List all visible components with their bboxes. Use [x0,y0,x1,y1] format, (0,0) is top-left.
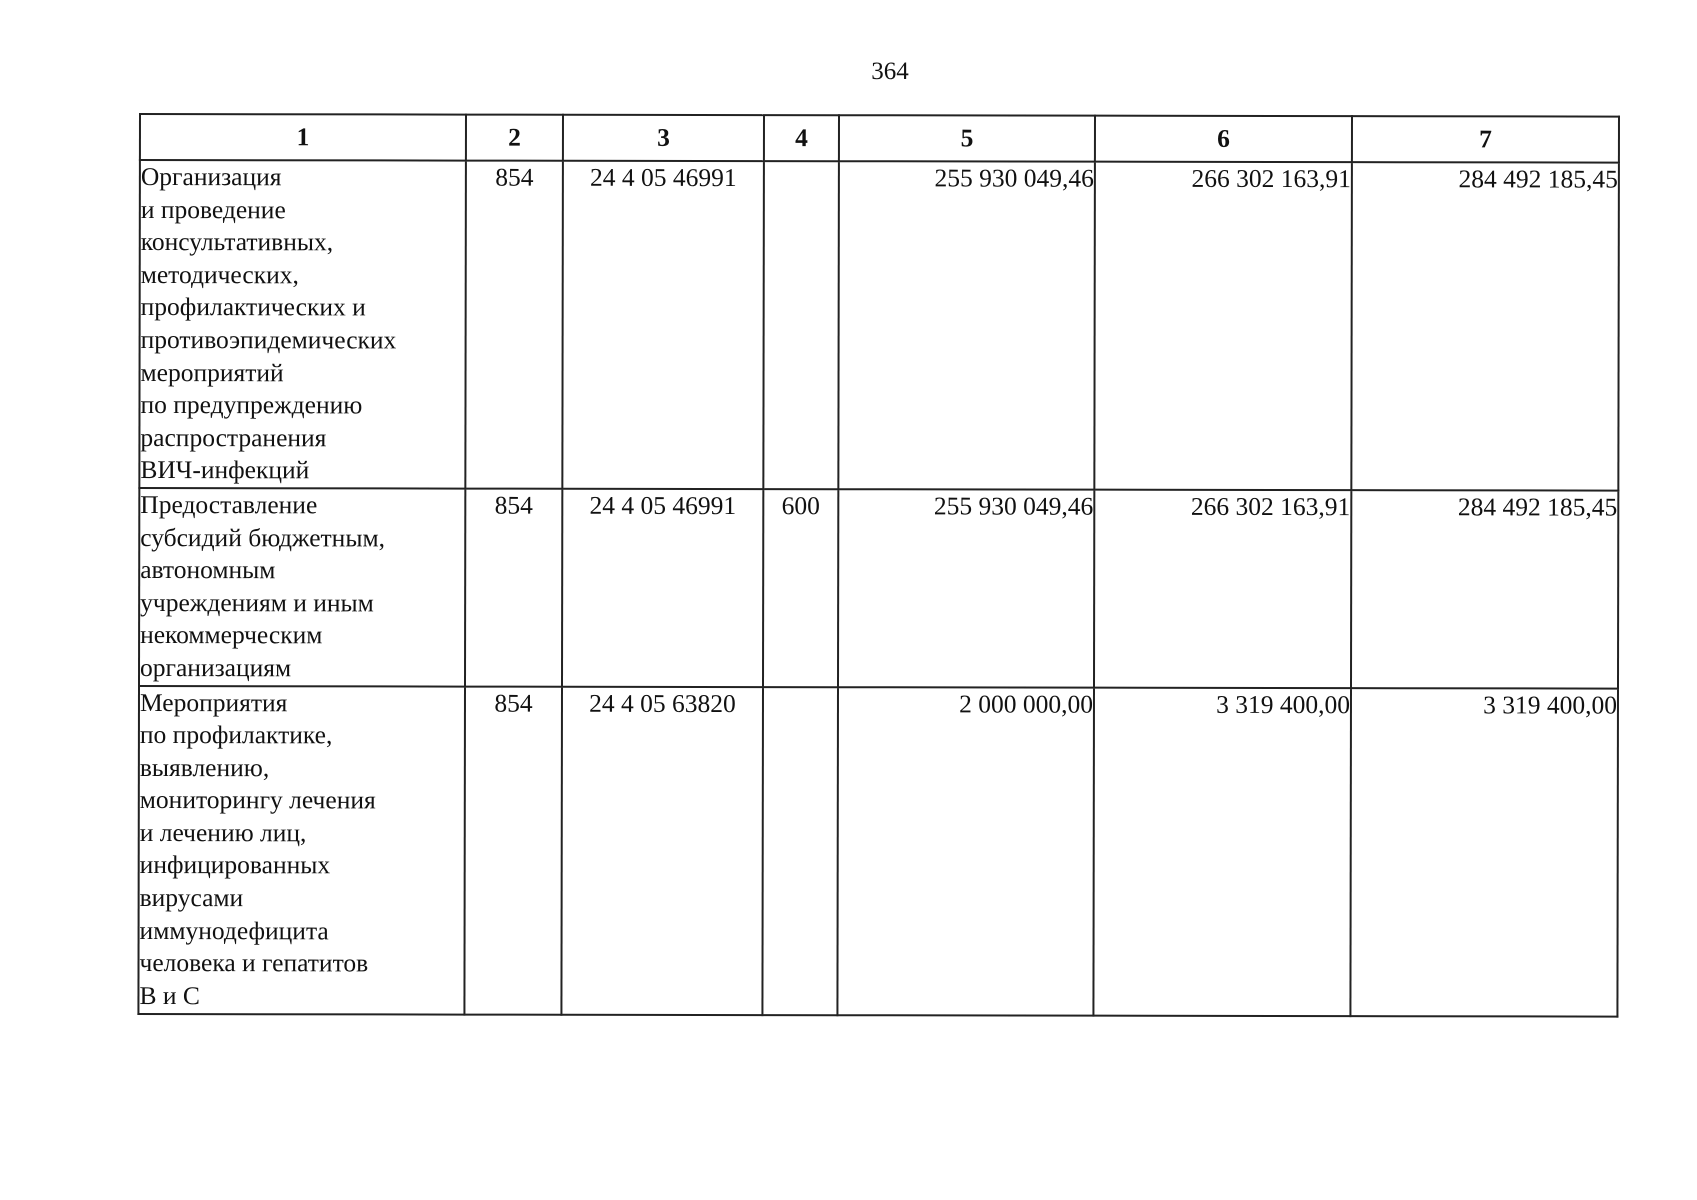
row-amount-1: 255 930 049,46 [838,489,1094,687]
row-amount-1: 2 000 000,00 [837,687,1094,1015]
row-amount-2: 3 319 400,00 [1093,687,1351,1015]
row-code: 854 [465,489,562,687]
table-row [138,686,1618,1017]
row-amount-2: 266 302 163,91 [1094,162,1352,490]
row-name: Мероприятия по профилактике, выявлению, мониторингу лечения и лечению лиц, инфицированных вирусами иммунодефицита человека и гепатитов B и C [138,686,465,1015]
row-expense-type: 600 [763,489,838,687]
row-expense-type [763,161,839,489]
row-target-article: 24 4 05 63820 [561,686,763,1014]
table-row [139,488,1618,688]
row-amount-3: 284 492 185,45 [1351,162,1619,490]
row-code: 854 [464,686,562,1014]
header-col-1: 1 [140,114,466,161]
budget-table [137,113,1620,1017]
row-amount-2: 266 302 163,91 [1094,490,1351,688]
header-col-4: 4 [764,115,839,161]
row-amount-3: 3 319 400,00 [1350,688,1618,1016]
row-expense-type [762,687,838,1015]
page-number: 364 [871,58,909,85]
row-target-article: 24 4 05 46991 [562,489,763,687]
header-col-2: 2 [466,115,563,161]
row-name: Организация и проведение консультативных, методических, профилактических и противоэпидемических мероприятий по предупреждению распространения ВИЧ-инфекций [139,160,466,489]
header-col-5: 5 [839,115,1095,161]
header-row [140,114,1619,163]
row-target-article: 24 4 05 46991 [562,161,764,489]
header-col-6: 6 [1095,116,1352,162]
table-row [139,160,1619,491]
header-col-3: 3 [563,115,764,161]
row-code: 854 [465,161,563,489]
row-name: Предоставление субсидий бюджетным, автономным учреждениям и иным некоммерческим организациям [139,488,465,686]
row-amount-3: 284 492 185,45 [1351,490,1618,688]
header-col-7: 7 [1352,116,1619,162]
row-amount-1: 255 930 049,46 [838,161,1095,489]
